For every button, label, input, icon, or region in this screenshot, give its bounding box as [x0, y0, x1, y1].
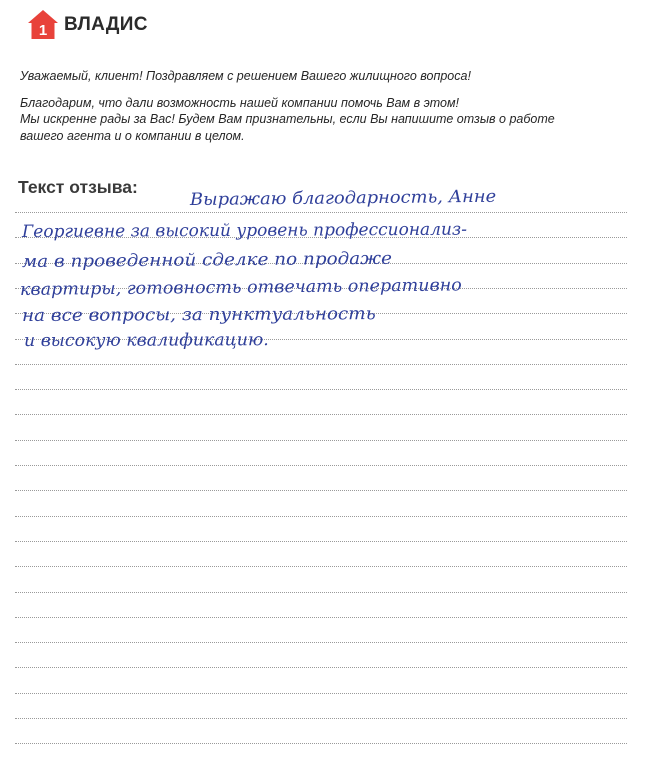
brand-name: ВЛАДИС: [64, 14, 148, 35]
thanks-line-1: Благодарим, что дали возможность нашей компании помочь Вам в этом!: [20, 95, 460, 110]
thanks-line-2: Мы искренне рады за Вас! Будем Вам признательны, если Вы напишите отзыв о работе: [20, 112, 555, 126]
handwriting-line: Георгиевне за высокий уровень профессионализ-: [21, 219, 467, 242]
handwriting-line: ма в проведенной сделке по продаже: [21, 248, 392, 272]
logo-digit: 1: [38, 22, 48, 39]
handwriting-line: и высокую квалификацию.: [23, 330, 269, 351]
review-title: Текст отзыва:: [18, 177, 138, 197]
thanks-line-3: вашего агента и о компании в целом.: [20, 128, 245, 143]
handwriting-line: квартиры, готовность отвечать оперативно: [19, 275, 462, 300]
handwriting-line: Выражаю благодарность, Анне: [189, 186, 497, 210]
handwriting-line: на все вопросы, за пунктуальность: [21, 304, 376, 326]
greeting: Уважаемый, клиент! Поздравляем с решением Вашего жилищного вопроса!: [20, 69, 471, 83]
